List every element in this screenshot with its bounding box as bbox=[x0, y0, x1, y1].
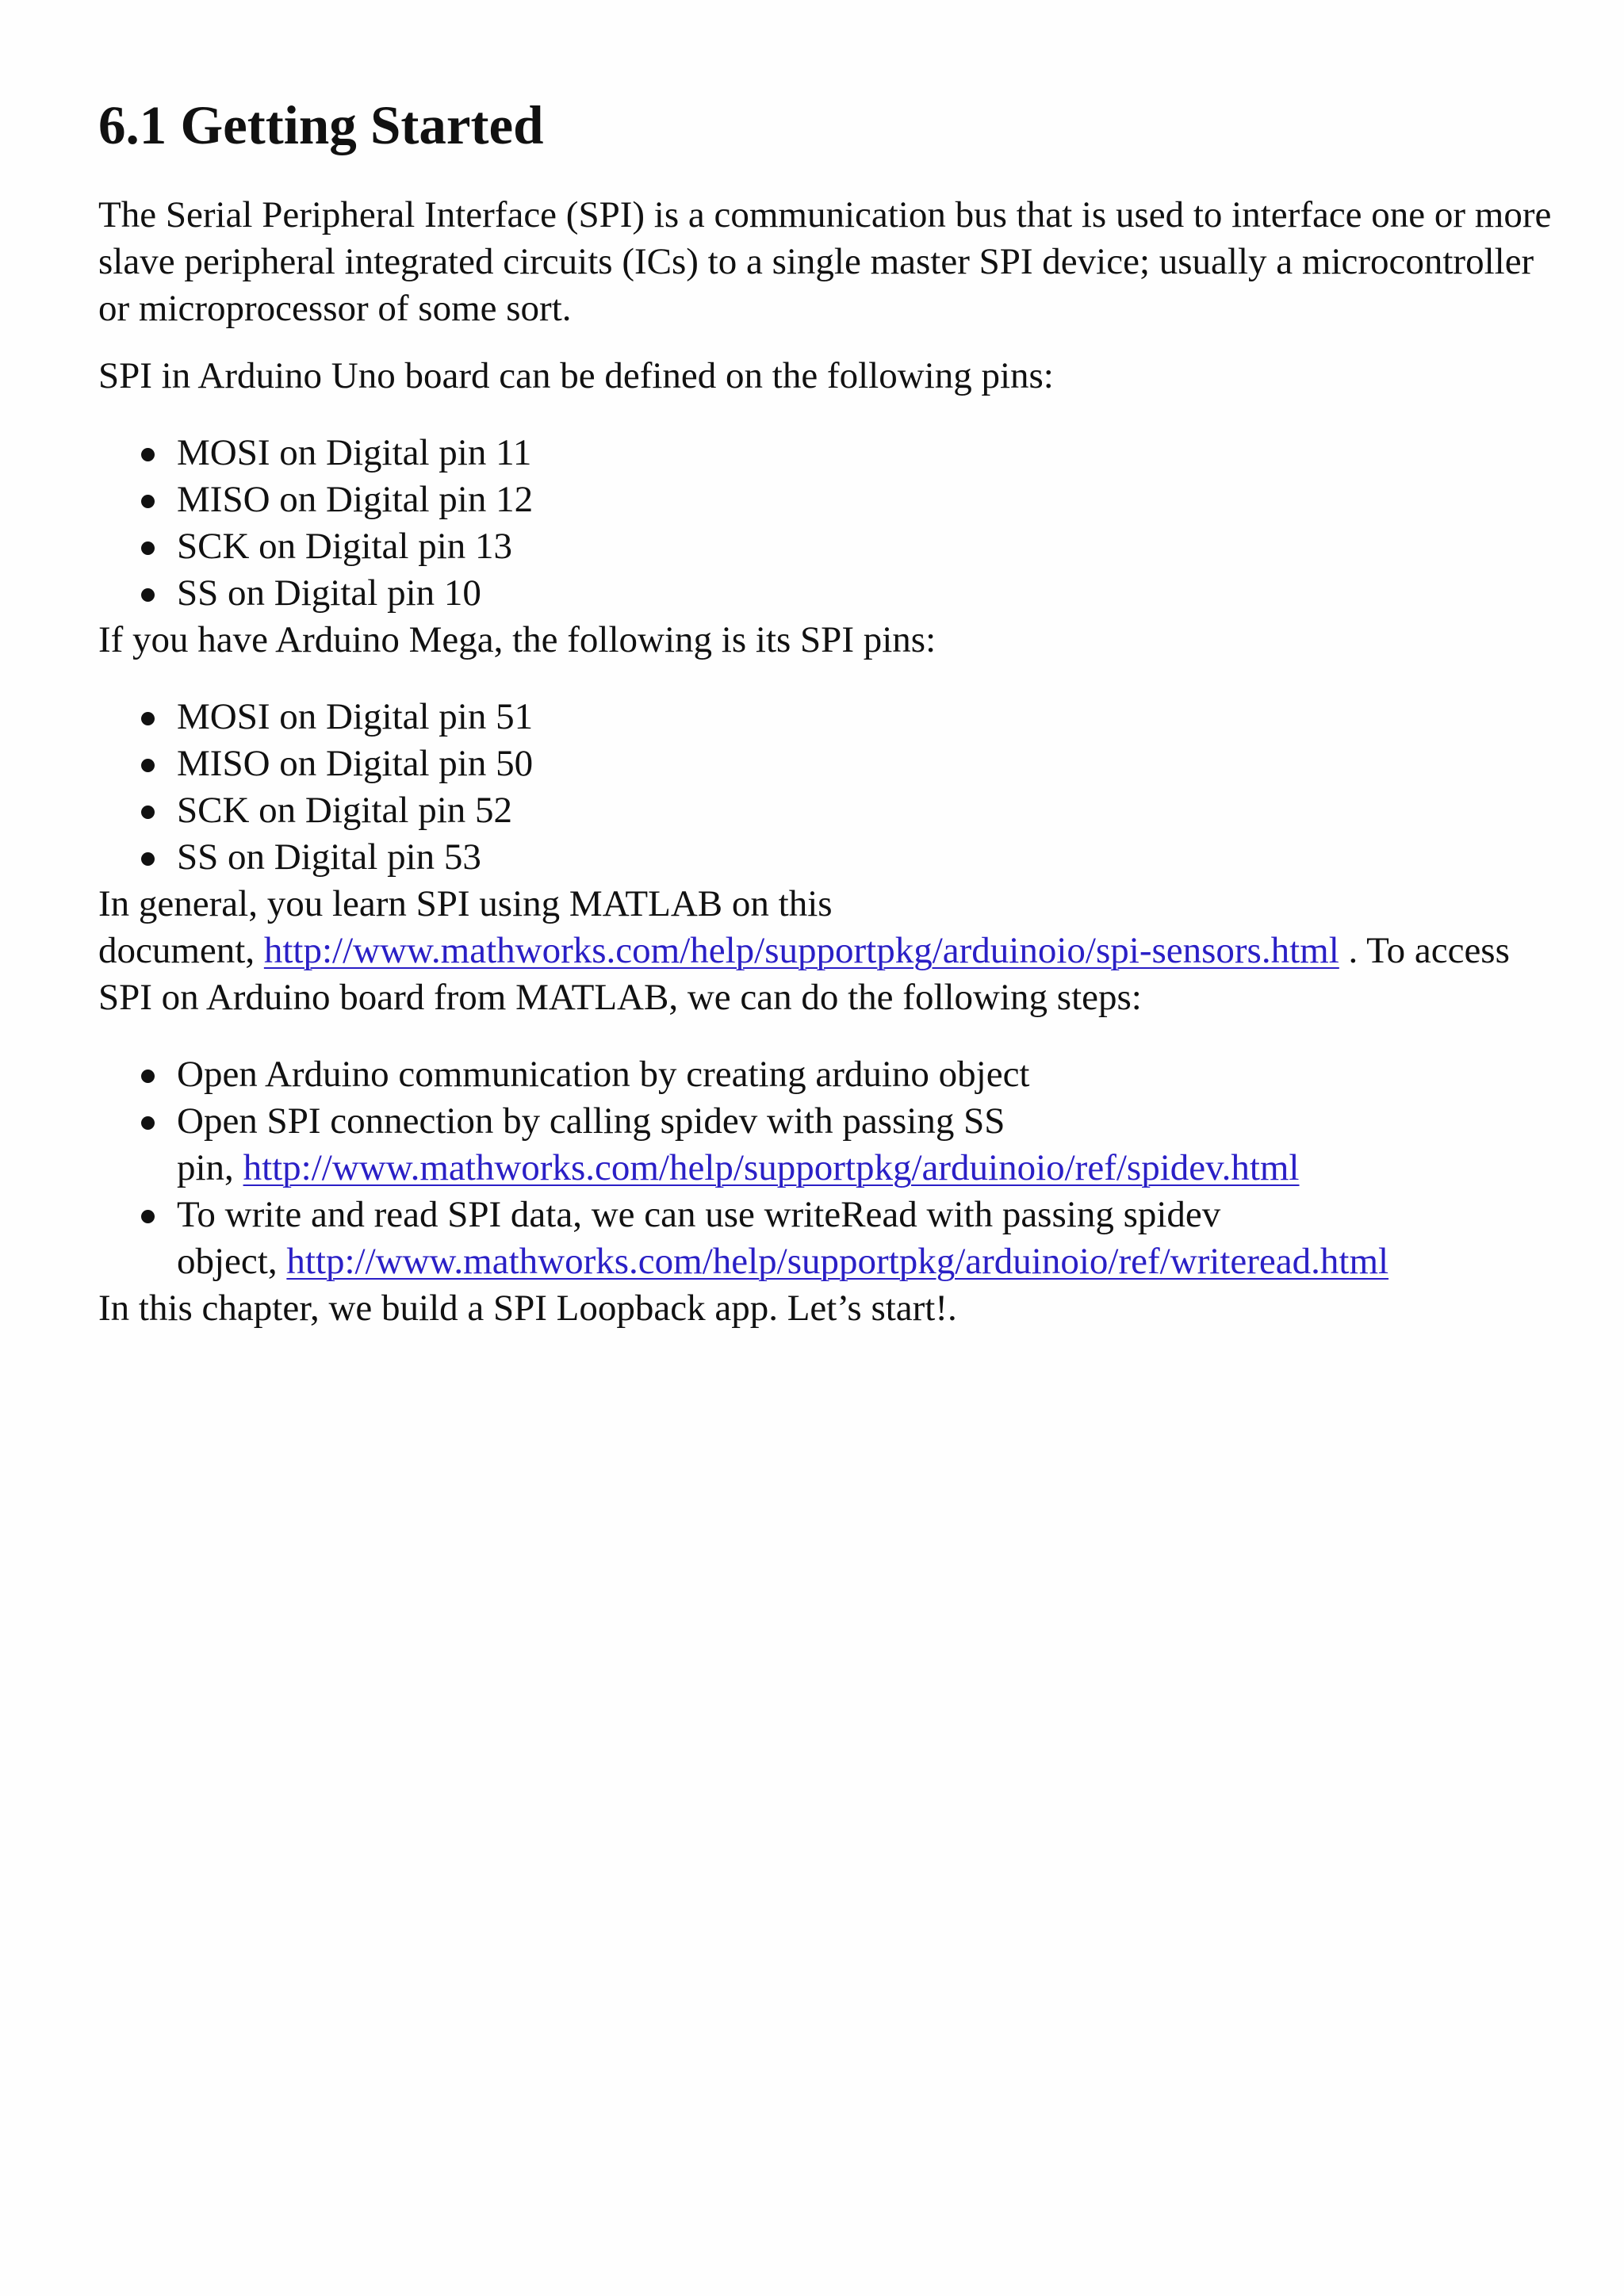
writeread-link[interactable]: http://www.mathworks.com/help/supportpkg/arduinoio/ref/writeread.html bbox=[286, 1241, 1389, 1282]
closing-paragraph: In this chapter, we build a SPI Loopback app. Let’s start!. bbox=[98, 1288, 957, 1329]
step-prefix: object, bbox=[177, 1241, 287, 1282]
list-item bbox=[177, 740, 1557, 787]
bullet-icon bbox=[141, 806, 155, 819]
bullet-icon bbox=[141, 759, 155, 772]
general-paragraph bbox=[98, 881, 1557, 1021]
list-item bbox=[177, 430, 1557, 476]
bullet-icon bbox=[141, 448, 155, 461]
step-text: To write and read SPI data, we can use writeRead with passing spidev bbox=[177, 1194, 1221, 1235]
list-item bbox=[177, 1051, 1557, 1098]
general-suffix: . To access SPI on Arduino board from MATLAB, we can do the following steps: bbox=[98, 930, 1510, 1018]
general-line1: In general, you learn SPI using MATLAB on this bbox=[98, 883, 833, 924]
mega-intro-paragraph: If you have Arduino Mega, the following is its SPI pins: bbox=[98, 619, 936, 660]
step-text: Open SPI connection by calling spidev with passing SS bbox=[177, 1100, 1005, 1142]
bullet-icon bbox=[141, 588, 155, 602]
steps-list bbox=[98, 1051, 1557, 1285]
uno-pin-list bbox=[98, 430, 1557, 617]
list-item bbox=[177, 787, 1557, 834]
list-item bbox=[177, 1192, 1557, 1285]
step-prefix: pin, bbox=[177, 1147, 243, 1188]
spi-sensors-link[interactable]: http://www.mathworks.com/help/supportpkg/arduinoio/spi-sensors.html bbox=[263, 930, 1339, 971]
bullet-icon bbox=[141, 1116, 155, 1130]
bullet-icon bbox=[141, 852, 155, 866]
list-item-text: SS on Digital pin 53 bbox=[177, 836, 481, 878]
uno-intro-paragraph: SPI in Arduino Uno board can be defined on the following pins: bbox=[98, 355, 1054, 396]
list-item-text: SS on Digital pin 10 bbox=[177, 572, 481, 614]
bullet-icon bbox=[141, 541, 155, 555]
list-item-text: MISO on Digital pin 12 bbox=[177, 479, 534, 520]
list-item bbox=[177, 834, 1557, 881]
bullet-icon bbox=[141, 712, 155, 725]
document-page bbox=[98, 79, 1557, 1332]
list-item-text: SCK on Digital pin 52 bbox=[177, 790, 513, 831]
bullet-icon bbox=[141, 1070, 155, 1083]
bullet-icon bbox=[141, 495, 155, 508]
list-item-text: SCK on Digital pin 13 bbox=[177, 526, 513, 567]
intro-paragraph: The Serial Peripheral Interface (SPI) is a communication bus that is used to interface one or more slave peripheral integrated circuits (ICs) to a single master SPI device; usually a microcontroller or microprocessor of some sort. bbox=[98, 194, 1552, 329]
bullet-icon bbox=[141, 1210, 155, 1223]
list-item bbox=[177, 570, 1557, 617]
mega-pin-list bbox=[98, 694, 1557, 881]
list-item bbox=[177, 523, 1557, 570]
list-item bbox=[177, 694, 1557, 740]
spidev-link[interactable]: http://www.mathworks.com/help/supportpkg/arduinoio/ref/spidev.html bbox=[243, 1147, 1300, 1188]
list-item bbox=[177, 476, 1557, 523]
step-text: Open Arduino communication by creating arduino object bbox=[177, 1054, 1030, 1095]
list-item bbox=[177, 1098, 1557, 1192]
list-item-text: MISO on Digital pin 50 bbox=[177, 743, 534, 784]
general-prefix: document, bbox=[98, 930, 264, 971]
list-item-text: MOSI on Digital pin 11 bbox=[177, 432, 532, 473]
list-item-text: MOSI on Digital pin 51 bbox=[177, 696, 534, 737]
section-heading: 6.1 Getting Started bbox=[98, 95, 544, 155]
